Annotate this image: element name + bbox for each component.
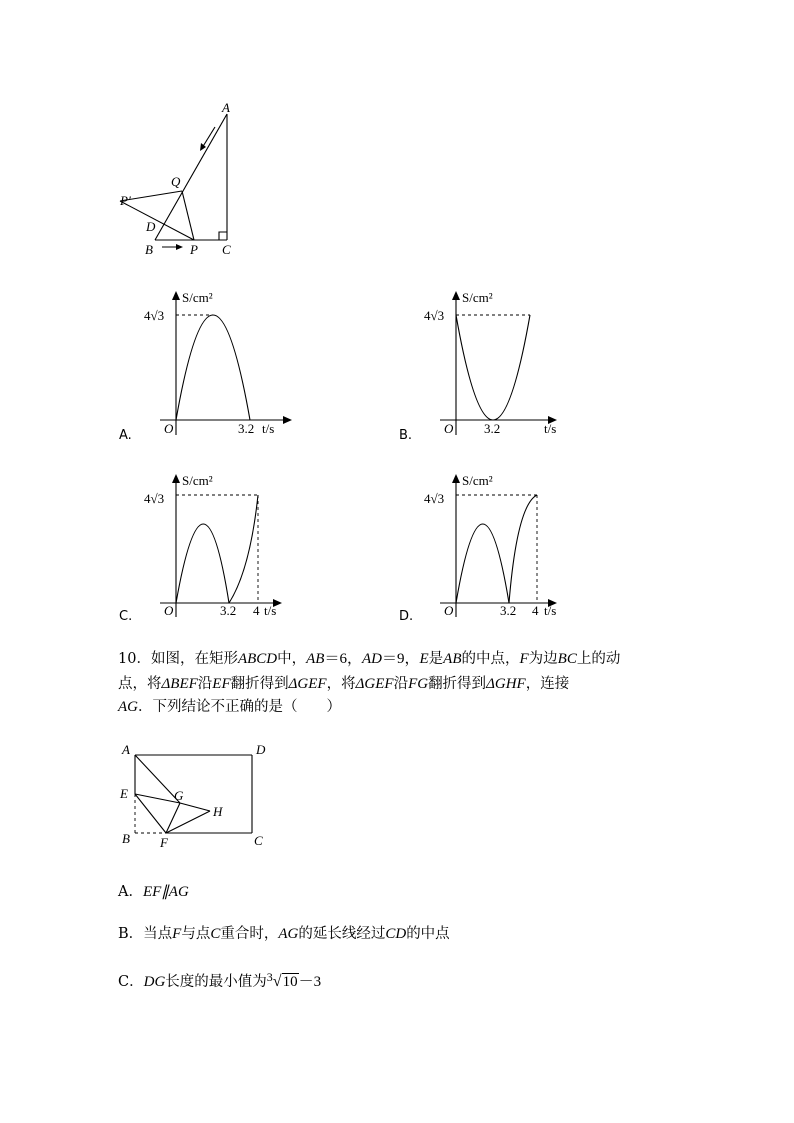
label-D: D: [256, 742, 266, 757]
graph-letter-a: A.: [119, 428, 132, 443]
label-Q: Q: [171, 174, 181, 189]
label-H: H: [213, 804, 223, 819]
x-axis-label: t/s: [544, 603, 557, 618]
x-tick-3-2: 3.2: [484, 421, 501, 436]
label-A: A: [122, 742, 130, 757]
y-max-label: 4√3: [424, 491, 445, 506]
choice-b: B．当点F与点C重合时，AG的延长线经过CD的中点: [118, 926, 450, 942]
choice-c-letter: C．: [118, 974, 144, 990]
y-axis-label: S/cm²: [462, 473, 493, 488]
choice-c: C．DG长度的最小值为$^3$√10－3: [118, 970, 322, 990]
x-tick-3-2: 3.2: [238, 421, 255, 436]
label-C: C: [254, 833, 263, 848]
graph-letter-d: D.: [399, 609, 414, 624]
label-A: A: [222, 100, 230, 115]
label-P: P: [190, 242, 198, 257]
choice-a-letter: A．: [118, 884, 143, 900]
label-F: F: [160, 835, 168, 850]
label-G: G: [174, 788, 184, 803]
origin-label: O: [444, 421, 454, 436]
x-axis-label: t/s: [544, 421, 557, 436]
label-B: B: [122, 831, 130, 846]
x-tick-3-2: 3.2: [500, 603, 517, 618]
label-C: C: [222, 242, 231, 257]
segment-GH: [180, 803, 210, 811]
choice-b-letter: B．: [118, 926, 144, 942]
x-axis-label: t/s: [264, 603, 277, 618]
q10-line-3: AG．下列结论不正确的是（ ）: [118, 699, 341, 715]
label-E: E: [120, 786, 128, 801]
y-max-label: 4√3: [144, 308, 165, 323]
origin-label: O: [164, 421, 174, 436]
x-tick-3-2: 3.2: [220, 603, 237, 618]
radical-sign: √: [272, 973, 282, 990]
y-axis-label: S/cm²: [462, 290, 493, 305]
label-P-prime: P′: [120, 193, 131, 208]
label-D: D: [146, 219, 156, 234]
q10-line-1: 10．如图，在矩形ABCD中，AB＝6，AD＝9，E是AB的中点，F为边BC上的动: [118, 651, 621, 667]
question-number: 10．: [118, 651, 151, 667]
q10-line-2: 点，将ΔBEF沿EF翻折得到ΔGEF，将ΔGEF沿FG翻折得到ΔGHF，连接: [118, 676, 570, 692]
x-tick-4: 4: [532, 603, 539, 618]
x-axis-label: t/s: [262, 421, 275, 436]
origin-label: O: [444, 603, 454, 618]
y-max-label: 4√3: [144, 491, 165, 506]
graph-letter-b: B.: [399, 428, 413, 443]
segment-HF: [166, 811, 210, 833]
graph-letter-c: C.: [119, 609, 133, 624]
origin-label: O: [164, 603, 174, 618]
y-axis-label: S/cm²: [182, 473, 213, 488]
x-tick-4: 4: [253, 603, 260, 618]
segment-EF: [135, 794, 166, 833]
segment-GF: [166, 803, 180, 833]
choice-a: A．EF∥AG: [118, 884, 189, 900]
y-max-label: 4√3: [424, 308, 445, 323]
y-axis-label: S/cm²: [182, 290, 213, 305]
label-B: B: [145, 242, 153, 257]
